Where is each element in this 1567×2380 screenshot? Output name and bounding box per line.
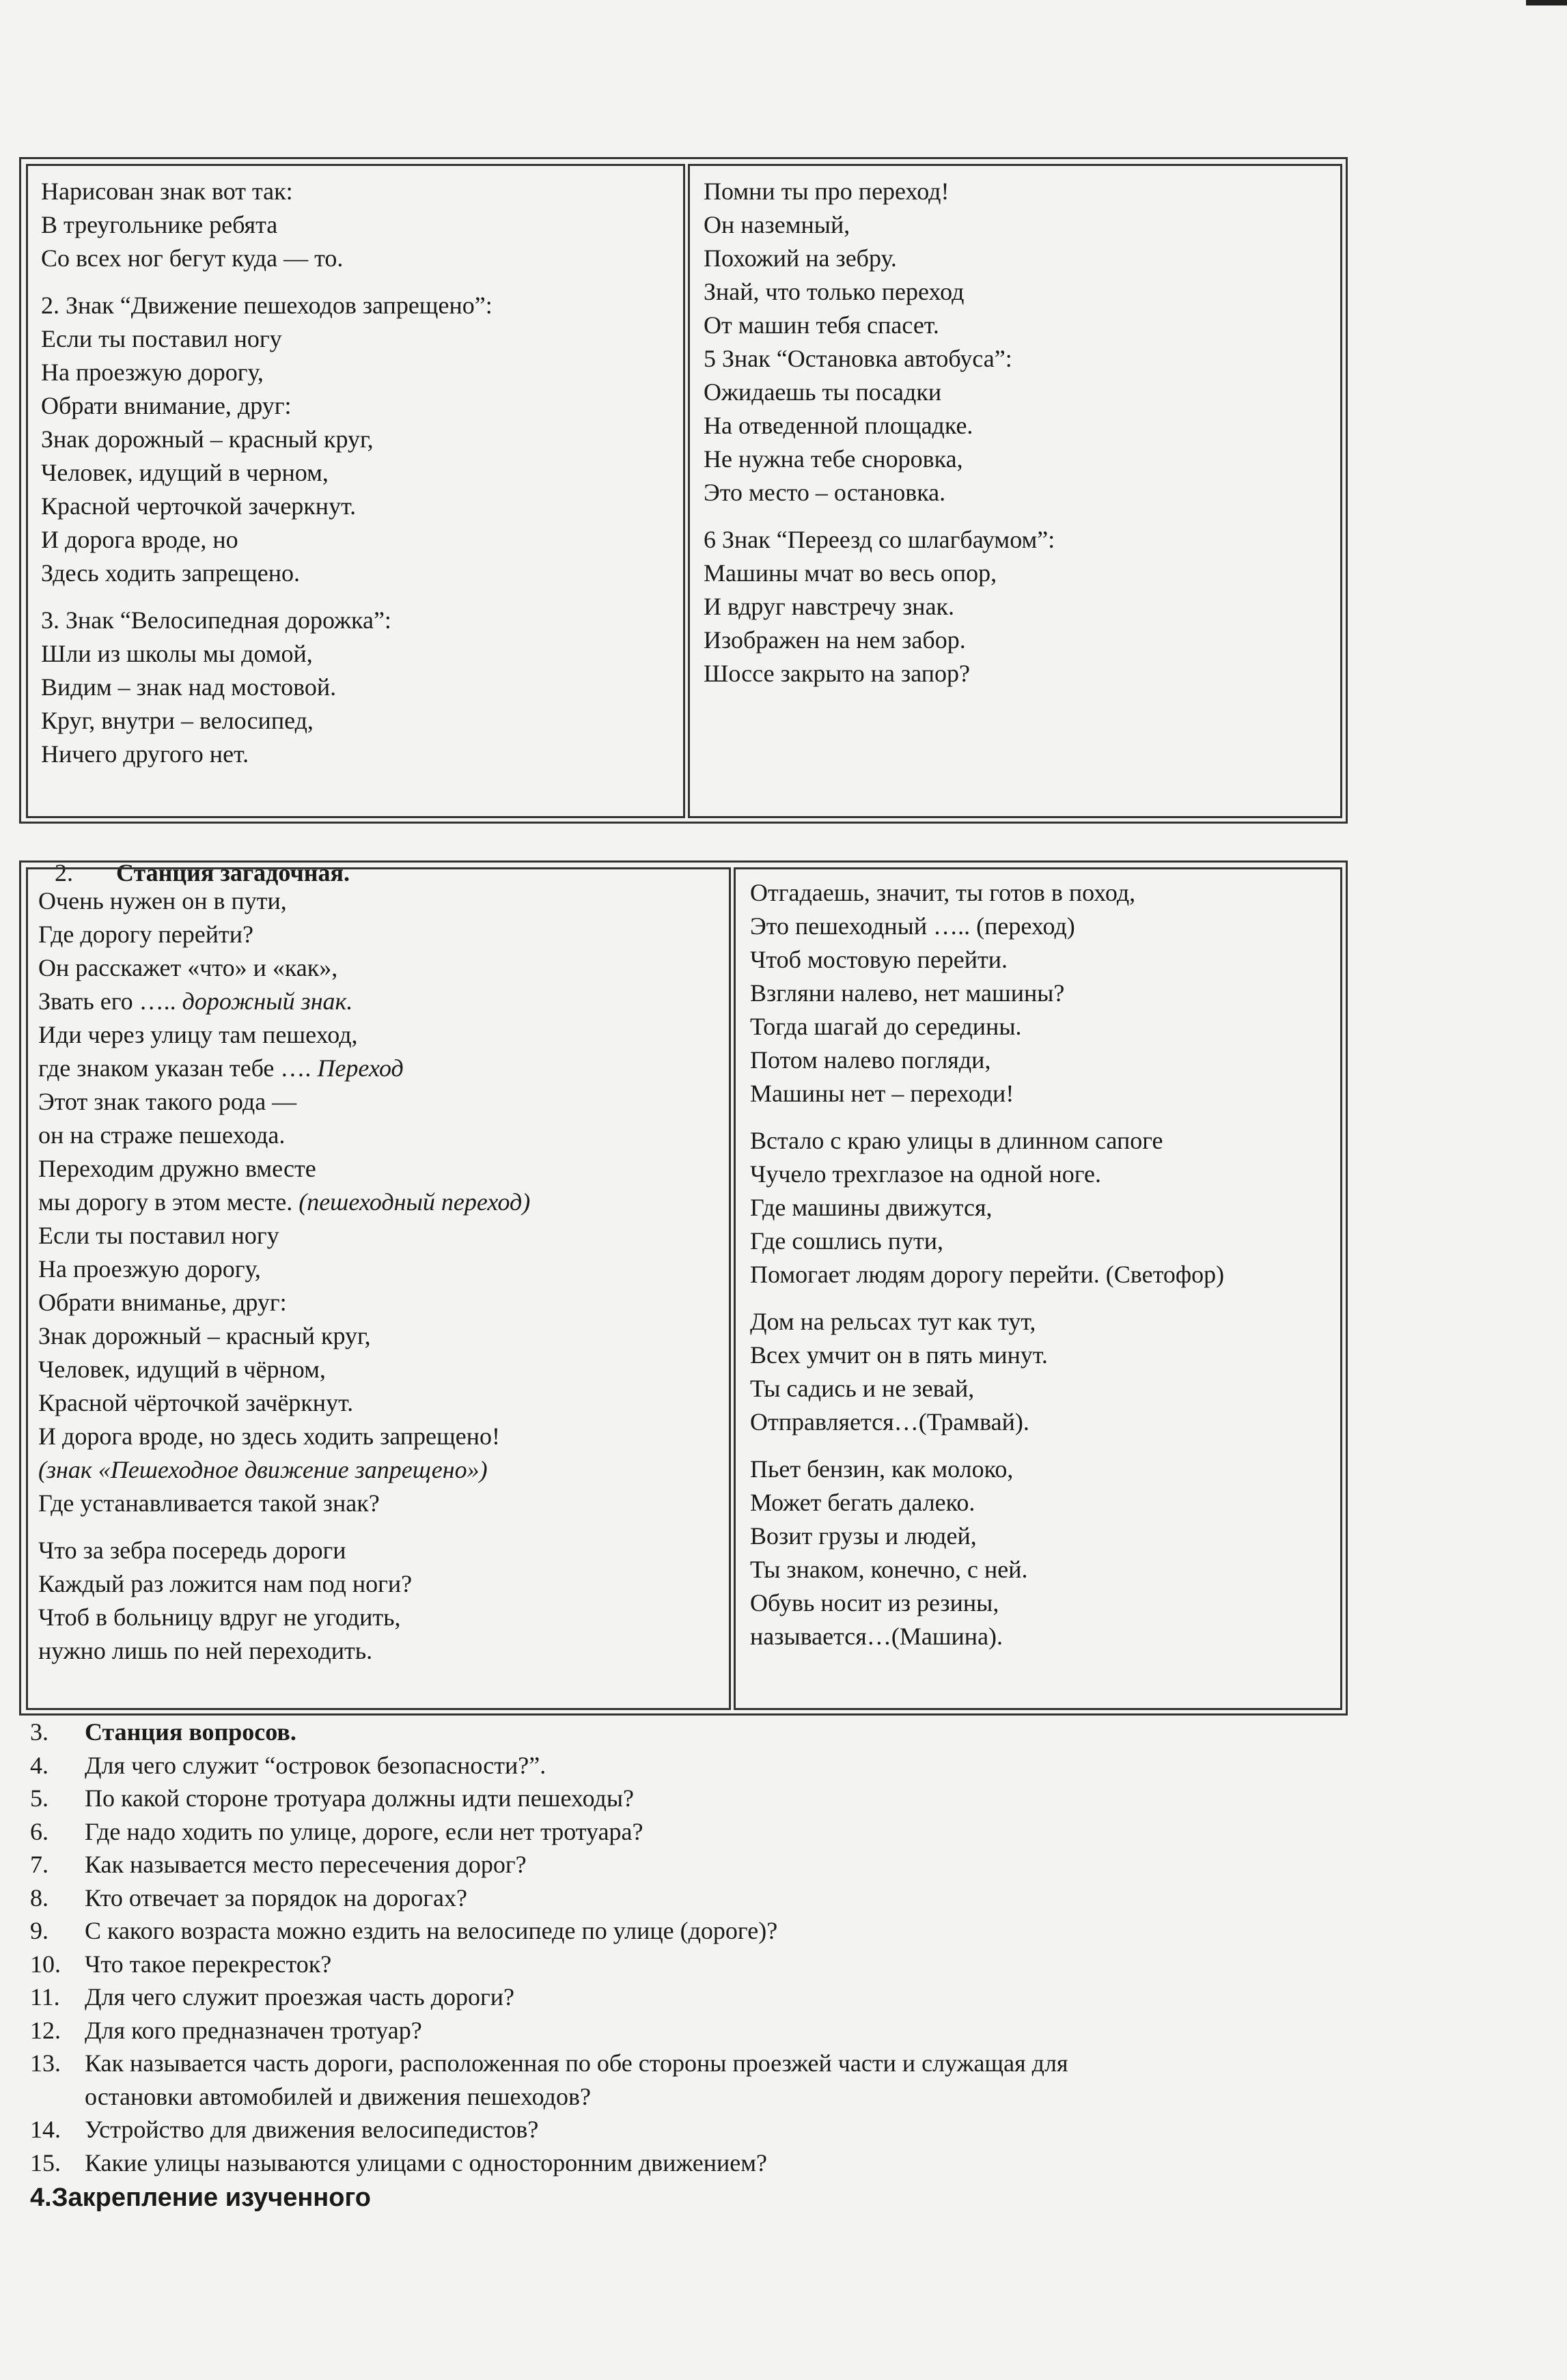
text-line: называется…(Машина). [750, 1623, 1003, 1650]
text-line: Обувь носит из резины, [750, 1589, 999, 1616]
text-line [38, 1386, 530, 1420]
question-item [30, 1948, 1068, 1981]
text-line: Обрати внимание, друг: [41, 392, 292, 419]
text-line [38, 1219, 530, 1252]
text-line-plain: Каждый раз ложится нам под ноги? [38, 1570, 413, 1597]
text-line: И дорога вроде, но [41, 526, 238, 553]
text-line: Отгадаешь, значит, ты готов в поход, [750, 879, 1136, 906]
text-line [38, 1319, 530, 1353]
text-line: Тогда шагай до середины. [750, 1013, 1022, 1040]
text-line-answer: (пешеходный переход) [299, 1188, 531, 1216]
question-item [30, 1914, 1068, 1948]
text-line: Где сошлись пути, [750, 1227, 943, 1255]
text-line: Пьет бензин, как молоко, [750, 1455, 1014, 1483]
paragraph-gap [41, 275, 493, 289]
text-line-plain: Очень нужен он в пути, [38, 887, 287, 914]
question-number: 12. [30, 2016, 61, 2044]
text-line-plain: Он расскажет «что» и «как», [38, 954, 338, 981]
scan-corner-mark [1526, 0, 1567, 5]
mid-right-riddles [750, 876, 1224, 1653]
text-line: Помни ты про переход! [704, 178, 949, 205]
text-line: Машины мчат во весь опор, [704, 559, 997, 587]
text-line: Он наземный, [704, 211, 850, 238]
question-number: 4. [30, 1751, 48, 1779]
text-line: 5 Знак “Остановка автобуса”: [704, 345, 1012, 372]
text-line: Чучело трехглазое на одной ноге. [750, 1160, 1102, 1188]
text-line [38, 1152, 530, 1186]
text-line-plain: Обрати вниманье, друг: [38, 1289, 287, 1316]
text-line: Может бегать далеко. [750, 1489, 975, 1516]
question-item [30, 2146, 1068, 2180]
question-text: Какие улицы называются улицами с односторонним движением? [85, 2148, 768, 2176]
text-line-plain: Если ты поставил ногу [38, 1222, 279, 1249]
text-line: И вдруг навстречу знак. [704, 593, 955, 620]
text-line: Взгляни налево, нет машины? [750, 979, 1065, 1007]
question-number: 7. [30, 1851, 48, 1878]
question-item [30, 2113, 1068, 2146]
text-line: От машин тебя спасет. [704, 311, 939, 339]
question-number: 11. [30, 1983, 60, 2011]
text-line-plain: На проезжую дорогу, [38, 1255, 261, 1283]
text-line: Здесь ходить запрещено. [41, 559, 300, 587]
question-item [30, 1848, 1068, 1881]
text-line [38, 884, 530, 918]
text-line: 3. Знак “Велосипедная дорожка”: [41, 606, 391, 634]
text-line: Ты знаком, конечно, с ней. [750, 1556, 1028, 1583]
text-line: Знай, что только переход [704, 278, 965, 305]
question-number: 6. [30, 1817, 48, 1845]
question-text: Станция вопросов. [85, 1718, 296, 1746]
question-number: 3. [30, 1718, 48, 1746]
text-line-answer: (знак «Пешеходное движение запрещено») [38, 1456, 488, 1483]
question-item [30, 1980, 1068, 2014]
question-item [30, 1881, 1068, 1915]
text-line: Машины нет – переходи! [750, 1080, 1014, 1107]
text-line-plain: Чтоб в больницу вдруг не угодить, [38, 1604, 401, 1631]
text-line: Чтоб мостовую перейти. [750, 946, 1008, 973]
text-line-plain: Переходим дружно вместе [38, 1155, 316, 1182]
text-line: Человек, идущий в черном, [41, 459, 329, 486]
text-line-plain: Где дорогу перейти? [38, 921, 253, 948]
question-number: 9. [30, 1917, 48, 1944]
paragraph-gap [750, 1110, 1224, 1124]
question-number: 8. [30, 1884, 48, 1912]
text-line: Возит грузы и людей, [750, 1522, 977, 1550]
text-line: Нарисован знак вот так: [41, 178, 293, 205]
question-text: Что такое перекресток? [85, 1950, 332, 1978]
question-item [30, 2047, 1068, 2113]
text-line-plain: Человек, идущий в чёрном, [38, 1356, 326, 1383]
text-line [38, 1567, 530, 1601]
text-line: 2. Знак “Движение пешеходов запрещено”: [41, 292, 493, 319]
text-line-plain: нужно лишь по ней переходить. [38, 1637, 373, 1664]
text-line-plain: Красной чёрточкой зачёркнут. [38, 1389, 354, 1416]
text-line-plain: он на страже пешехода. [38, 1121, 286, 1149]
question-item [30, 2014, 1068, 2047]
text-line: Всех умчит он в пять минут. [750, 1341, 1048, 1369]
text-line-plain: Где устанавливается такой знак? [38, 1489, 380, 1517]
paragraph-gap [41, 590, 493, 604]
paragraph-gap [38, 1520, 530, 1534]
text-line [38, 1186, 530, 1219]
text-line: Не нужна тебе сноровка, [704, 445, 963, 473]
text-line-plain: И дорога вроде, но здесь ходить запрещено! [38, 1423, 500, 1450]
question-text: Где надо ходить по улице, дороге, если нет тротуара? [85, 1817, 643, 1845]
top-right-poem [704, 175, 1055, 690]
question-number: 5. [30, 1784, 48, 1812]
text-line [38, 1119, 530, 1152]
text-line-plain: мы дорогу в этом месте. [38, 1188, 299, 1216]
paragraph-gap [704, 509, 1055, 523]
text-line: Шли из школы мы домой, [41, 640, 313, 667]
question-number: 10. [30, 1950, 61, 1978]
question-number: 14. [30, 2116, 61, 2143]
text-line [38, 1018, 530, 1052]
final-section-heading: 4.Закрепление изученного [30, 2183, 372, 2212]
question-item [30, 1749, 1068, 1782]
paragraph-gap [750, 1291, 1224, 1305]
question-text: Устройство для движения велосипедистов? [85, 2116, 539, 2143]
text-line: Помогает людям дорогу перейти. (Светофор) [750, 1261, 1225, 1288]
text-line: Знак дорожный – красный круг, [41, 425, 374, 453]
question-text: Как называется место пересечения дорог? [85, 1851, 527, 1878]
text-line: Потом налево погляди, [750, 1046, 991, 1074]
text-line: Со всех ног бегут куда — то. [41, 244, 344, 272]
text-line: Видим – знак над мостовой. [41, 673, 337, 701]
question-text: Для чего служит “островок безопасности?”. [85, 1751, 546, 1779]
paragraph-gap [750, 1439, 1224, 1453]
text-line: Встало с краю улицы в длинном сапоге [750, 1127, 1163, 1154]
text-line-answer: Переход [317, 1054, 404, 1082]
text-line-plain: Иди через улицу там пешеход, [38, 1021, 358, 1048]
text-line [38, 1534, 530, 1567]
text-line [38, 1453, 530, 1487]
text-line [38, 1601, 530, 1634]
text-line [38, 1420, 530, 1453]
text-line [38, 1634, 530, 1668]
question-text: Для чего служит проезжая часть дороги? [85, 1983, 515, 2011]
text-line: Это место – остановка. [704, 479, 946, 506]
text-line [38, 951, 530, 985]
question-number: 15. [30, 2148, 61, 2176]
text-line: Это пешеходный ….. (переход) [750, 912, 1075, 940]
text-line [38, 1252, 530, 1286]
questions-list [30, 1716, 1068, 2179]
text-line [38, 918, 530, 951]
question-text: С какого возраста можно ездить на велосипеде по улице (дороге)? [85, 1917, 778, 1944]
question-text: Кто отвечает за порядок на дорогах? [85, 1884, 467, 1912]
text-line-answer: дорожный знак. [182, 988, 353, 1015]
question-text: По какой стороне тротуара должны идти пешеходы? [85, 1784, 635, 1812]
text-line: Если ты поставил ногу [41, 325, 282, 352]
text-line: Красной черточкой зачеркнут. [41, 492, 357, 520]
text-line: Ничего другого нет. [41, 740, 249, 768]
text-line-plain: Этот знак такого рода — [38, 1088, 297, 1115]
top-left-poem [41, 175, 493, 771]
question-item [30, 1716, 1068, 1749]
station-2-number: 2. [55, 859, 73, 886]
text-line: На проезжую дорогу, [41, 359, 264, 386]
question-item [30, 1815, 1068, 1849]
text-line: Шоссе закрыто на запор? [704, 660, 970, 687]
text-line: На отведенной площадке. [704, 412, 973, 439]
text-line: Где машины движутся, [750, 1194, 993, 1221]
question-text: Для кого предназначен тротуар? [85, 2016, 422, 2044]
text-line [38, 1052, 530, 1085]
text-line: Отправляется…(Трамвай). [750, 1408, 1029, 1436]
text-line [38, 985, 530, 1018]
text-line-plain: где знаком указан тебе …. [38, 1054, 318, 1082]
text-line [38, 1085, 530, 1119]
question-text: Как называется часть дороги, расположенная по обе стороны проезжей части и служащая для остановки автомобилей и движения пешеходов? [85, 2049, 1068, 2110]
text-line: В треугольнике ребята [41, 211, 278, 238]
question-item [30, 1782, 1068, 1815]
text-line [38, 1286, 530, 1319]
text-line [38, 1487, 530, 1520]
text-line: Ожидаешь ты посадки [704, 378, 942, 406]
text-line: Изображен на нем забор. [704, 626, 966, 654]
text-line-plain: Звать его ….. [38, 988, 182, 1015]
text-line: Ты садись и не зевай, [750, 1375, 975, 1402]
text-line-plain: Что за зебра посередь дороги [38, 1537, 346, 1564]
station-2-title: Станция загадочная. [116, 859, 350, 886]
text-line: 6 Знак “Переезд со шлагбаумом”: [704, 526, 1055, 553]
text-line-plain: Знак дорожный – красный круг, [38, 1322, 371, 1349]
text-line: Круг, внутри – велосипед, [41, 707, 314, 734]
text-line [38, 1353, 530, 1386]
question-number: 13. [30, 2049, 61, 2077]
text-line: Похожий на зебру. [704, 244, 897, 272]
mid-left-riddles [38, 884, 530, 1668]
text-line: Дом на рельсах тут как тут, [750, 1308, 1036, 1335]
